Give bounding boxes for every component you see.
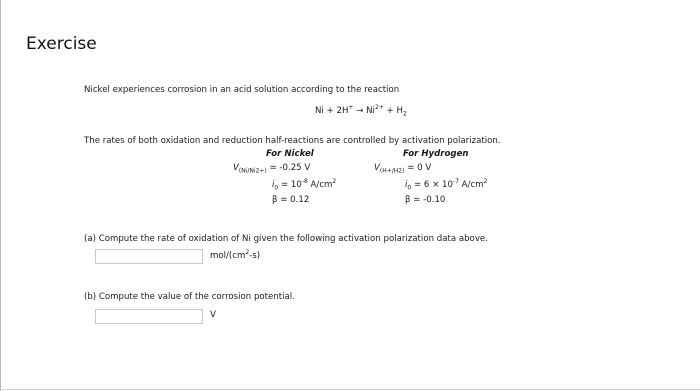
reaction-hydrogen: + H — [386, 106, 403, 116]
part-b-unit: V — [210, 310, 216, 320]
part-a-answer-input[interactable] — [95, 249, 203, 264]
hydrogen-potential — [374, 163, 431, 173]
reaction-nickel-ion: Ni — [366, 106, 375, 116]
nickel-v-subscript: (Ni/Ni2+) — [238, 167, 267, 175]
rates-text: The rates of both oxidation and reduction half-reactions are controlled by activation polarization. — [84, 136, 501, 146]
bottom-border — [0, 389, 700, 390]
nickel-exchange-current — [272, 180, 336, 190]
hydrogen-v-subscript: (H+/H2) — [379, 167, 405, 175]
hydrogen-i0-subscript: 0 — [407, 184, 412, 192]
part-a-unit — [210, 251, 260, 261]
page-title: Exercise — [26, 34, 97, 54]
hydrogen-i0-value: = 6 × 10 — [413, 180, 453, 190]
reaction-arrow: → — [356, 106, 364, 116]
part-a-unit-main: mol/(cm — [210, 251, 246, 261]
nickel-potential — [233, 163, 310, 173]
reaction-ni-charge: 2+ — [374, 104, 384, 112]
nickel-i0-symbol: i — [272, 180, 275, 190]
hydrogen-i0-unit: A/cm — [461, 180, 484, 190]
part-a-unit-tail: -s) — [249, 251, 261, 261]
nickel-beta: β = 0.12 — [272, 195, 310, 205]
hydrogen-heading: For Hydrogen — [403, 149, 469, 159]
nickel-i0-subscript: 0 — [274, 184, 279, 192]
nickel-v-symbol: V — [233, 163, 239, 173]
nickel-i0-unit-exponent: 2 — [332, 178, 337, 186]
reaction-reactants: Ni + 2H — [315, 106, 349, 116]
hydrogen-beta: β = -0.10 — [405, 195, 446, 205]
part-a-question: (a) Compute the rate of oxidation of Ni given the following activation polarization data above. — [84, 234, 488, 244]
part-b-answer-input[interactable] — [95, 309, 203, 324]
left-border — [0, 0, 1, 391]
hydrogen-v-symbol: V — [374, 163, 380, 173]
nickel-v-value: = -0.25 V — [269, 163, 311, 173]
intro-text: Nickel experiences corrosion in an acid solution according to the reaction — [84, 85, 400, 95]
part-a-unit-exponent: 2 — [245, 249, 250, 257]
hydrogen-i0-exponent: -7 — [452, 178, 459, 186]
reaction-h2-subscript: 2 — [402, 110, 407, 118]
nickel-heading: For Nickel — [266, 149, 314, 159]
part-b-question: (b) Compute the value of the corrosion potential. — [84, 292, 295, 302]
nickel-i0-value: = 10 — [280, 180, 302, 190]
hydrogen-exchange-current — [405, 180, 487, 190]
reaction-h-charge: + — [348, 104, 354, 112]
reaction-equation — [315, 106, 407, 116]
hydrogen-v-value: = 0 V — [407, 163, 432, 173]
hydrogen-i0-unit-exponent: 2 — [483, 178, 488, 186]
hydrogen-i0-symbol: i — [405, 180, 408, 190]
nickel-i0-exponent: -8 — [301, 178, 308, 186]
nickel-i0-unit: A/cm — [310, 180, 333, 190]
